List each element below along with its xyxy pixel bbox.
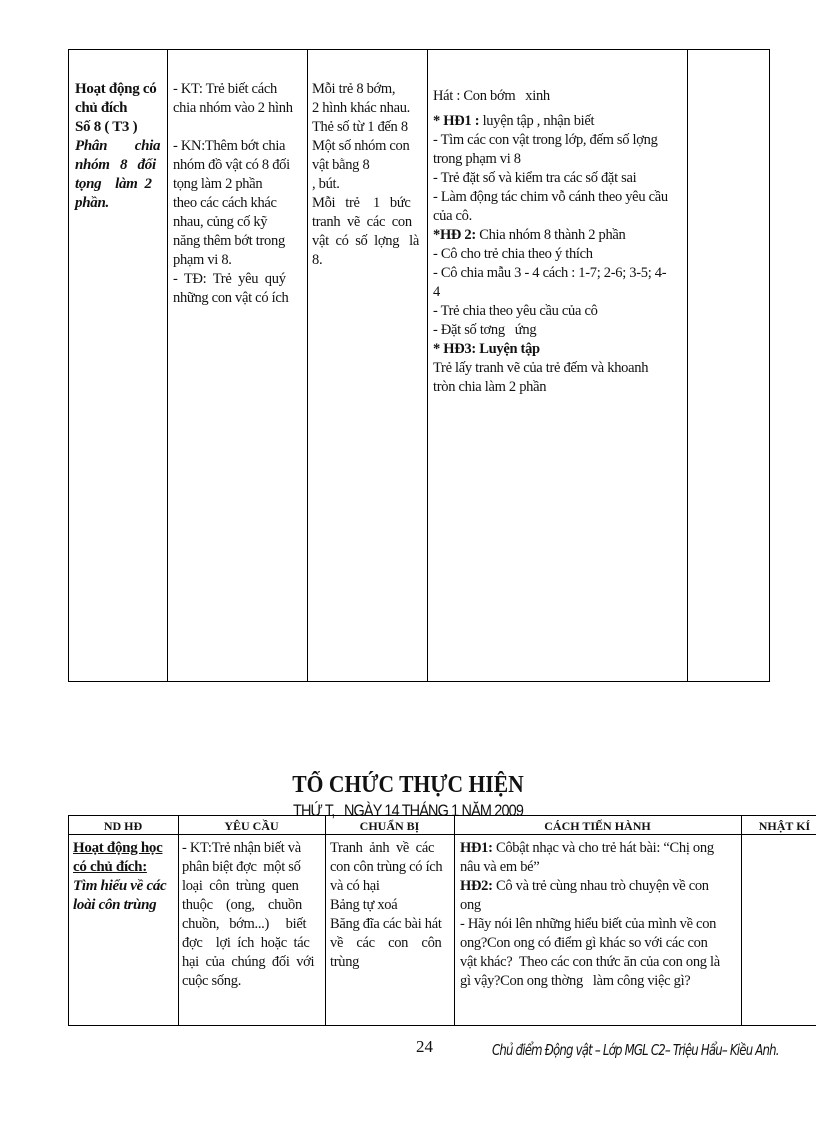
activity-heading: chủ đích [75, 100, 128, 116]
requirement-line: năng thêm bớt trong [173, 233, 285, 249]
activity-topic: nhóm 8 đối [75, 157, 156, 173]
header-preparation: CHUẨN BỊ [359, 819, 420, 833]
procedure-line: - Cô chia mẫu 3 - 4 cách : 1-7; 2-6; 3-5; 4- [433, 265, 667, 281]
column-divider [178, 816, 179, 1025]
column-divider [454, 816, 455, 1025]
preparation-line: , bút. [312, 176, 340, 192]
procedure-line: - Cô cho trẻ chia theo ý thích [433, 246, 593, 262]
preparation-line: vật bằng 8 [312, 157, 370, 173]
procedure-line: - Trẻ chia theo yêu cầu của cô [433, 303, 598, 319]
preparation-line: Băng đĩa các bài hát [330, 916, 442, 932]
preparation-line: Thẻ số từ 1 đến 8 [312, 119, 408, 135]
procedure-line: - Tìm các con vật trong lớp, đếm số lợng [433, 132, 658, 148]
activity-topic: tọng làm 2 [75, 176, 152, 192]
procedure-line: trong phạm vi 8 [433, 151, 521, 167]
preparation-line: 8. [312, 252, 323, 268]
requirement-line: - KT:Trẻ nhận biết và [182, 840, 301, 856]
procedure-line: - Đặt số tơng ứng [433, 322, 537, 338]
header-procedure: CÁCH TIẾN HÀNH [544, 819, 651, 833]
column-divider [68, 816, 69, 1025]
activity-heading: Số 8 ( T3 ) [75, 119, 138, 135]
section-title: TỔ CHỨC THỰC HIỆN [292, 772, 524, 798]
preparation-line: 2 hình khác nhau. [312, 100, 410, 116]
requirement-line: tọng làm 2 phần [173, 176, 263, 192]
column-divider [687, 50, 688, 681]
requirement-line: những con vật có ích [173, 290, 289, 306]
requirement-line: loại côn trùng quen [182, 878, 299, 894]
header-divider [68, 834, 816, 835]
preparation-cell [330, 839, 454, 972]
activity-heading: Hoạt động học [73, 840, 163, 856]
preparation-line: Mỗi trẻ 8 bớm, [312, 81, 396, 97]
preparation-line: Bảng tự xoá [330, 897, 398, 913]
step-label: HĐ1: [460, 840, 493, 856]
procedure-line: của cô. [433, 208, 472, 224]
lesson-table-bottom [68, 815, 816, 1026]
preparation-line: Mỗi trẻ 1 bức [312, 195, 411, 211]
procedure-line: 4 [433, 284, 440, 300]
preparation-line: trùng [330, 954, 360, 970]
requirement-line: hại của chúng đối với [182, 954, 315, 970]
procedure-line: - Trẻ đặt số và kiểm tra các số đặt sai [433, 170, 637, 186]
column-divider [167, 50, 168, 681]
step-label: HĐ2: [460, 878, 493, 894]
activity-topic: Tìm hiểu về các [73, 878, 167, 894]
procedure-line: Trẻ lấy tranh vẽ của trẻ đếm và khoanh [433, 360, 649, 376]
requirements-cell [173, 80, 305, 308]
activity-cell [73, 839, 177, 915]
activity-topic: phần. [75, 195, 109, 211]
requirement-line: - KT: Trẻ biết cách [173, 81, 277, 97]
requirement-line: chuồn, bớm...) biết [182, 916, 307, 932]
column-divider [427, 50, 428, 681]
footer-text: Chủ điểm Động vật – Lớp MGL C2– Triệu Hẩu– Kiều Anh. [492, 1041, 779, 1059]
requirement-line: phân biệt đợc một số [182, 859, 301, 875]
column-divider [307, 50, 308, 681]
column-divider [325, 816, 326, 1025]
step-label: * HĐ1 : [433, 113, 480, 129]
preparation-line: Một số nhóm con [312, 138, 410, 154]
requirement-line: - KN:Thêm bớt chia [173, 138, 286, 154]
page-number: 24 [416, 1037, 433, 1056]
column-divider [741, 816, 742, 1025]
section-date: THỨ T, NGÀY 14 THÁNG 1 NĂM 2009 [292, 801, 524, 820]
procedure-line: vật khác? Theo các con thức ăn của con ong là [460, 954, 720, 970]
procedure-line: ong [460, 897, 481, 913]
procedure-line: - Làm động tác chim vỗ cánh theo yêu cầu [433, 189, 668, 205]
requirement-line: phạm vi 8. [173, 252, 232, 268]
activity-cell [75, 80, 165, 213]
procedure-line: tròn chia làm 2 phần [433, 379, 547, 395]
preparation-line: vật có số lợng là [312, 233, 419, 249]
step-title: luyện tập , nhận biết [482, 113, 595, 129]
requirement-line: nhau, củng cố kỹ [173, 214, 268, 230]
preparation-line: về các con côn [330, 935, 442, 951]
step-label: * HĐ3: Luyện tập [433, 341, 540, 357]
procedure-line: ong?Con ong có điểm gì khác so với các con [460, 935, 708, 951]
requirement-line: chia nhóm vào 2 hình [173, 100, 293, 116]
activity-topic: Phân chia [75, 138, 161, 154]
step-label: *HĐ 2: [433, 227, 476, 243]
requirement-line: - TĐ: Trẻ yêu quý [173, 271, 286, 287]
preparation-line: con côn trùng có ích [330, 859, 443, 875]
activity-topic: loài côn trùng [73, 897, 157, 913]
spacer-line [173, 118, 305, 137]
header-diary: NHẬT KÍ [758, 819, 811, 833]
requirements-cell [182, 839, 324, 991]
song-line: Hát : Con bớm xinh [433, 88, 550, 104]
step-text: Côbật nhạc và cho trẻ hát bài: “Chị ong [495, 840, 714, 856]
lesson-table-top [68, 49, 770, 682]
header-content: ND HĐ [103, 819, 143, 833]
activity-heading: Hoạt động có [75, 81, 157, 97]
step-title: Chia nhóm 8 thành 2 phần [479, 227, 626, 243]
preparation-cell [312, 80, 426, 270]
preparation-line: Tranh ảnh về các [330, 840, 435, 856]
requirement-line: theo các cách khác [173, 195, 277, 211]
procedure-cell [460, 839, 740, 991]
procedure-line: gì vậy?Con ong thờng làm công việc gì? [460, 973, 691, 989]
preparation-line: và có hại [330, 878, 380, 894]
procedure-line: - Hãy nói lên những hiểu biết của mình về con [460, 916, 717, 932]
requirement-line: thuộc (ong, chuồn [182, 897, 302, 913]
requirement-line: nhóm đồ vật có 8 đối [173, 157, 290, 173]
header-requirements: YÊU CẦU [224, 819, 279, 833]
step-text: Cô và trẻ cùng nhau trò chuyện về con [495, 878, 709, 894]
preparation-line: tranh vẽ các con [312, 214, 412, 230]
activity-heading: có chủ đích: [73, 859, 147, 875]
procedure-line: nâu và em bé” [460, 859, 540, 875]
requirement-line: đợc lợi ích hoặc tác [182, 935, 310, 951]
procedure-cell [433, 87, 685, 397]
requirement-line: cuộc sống. [182, 973, 242, 989]
